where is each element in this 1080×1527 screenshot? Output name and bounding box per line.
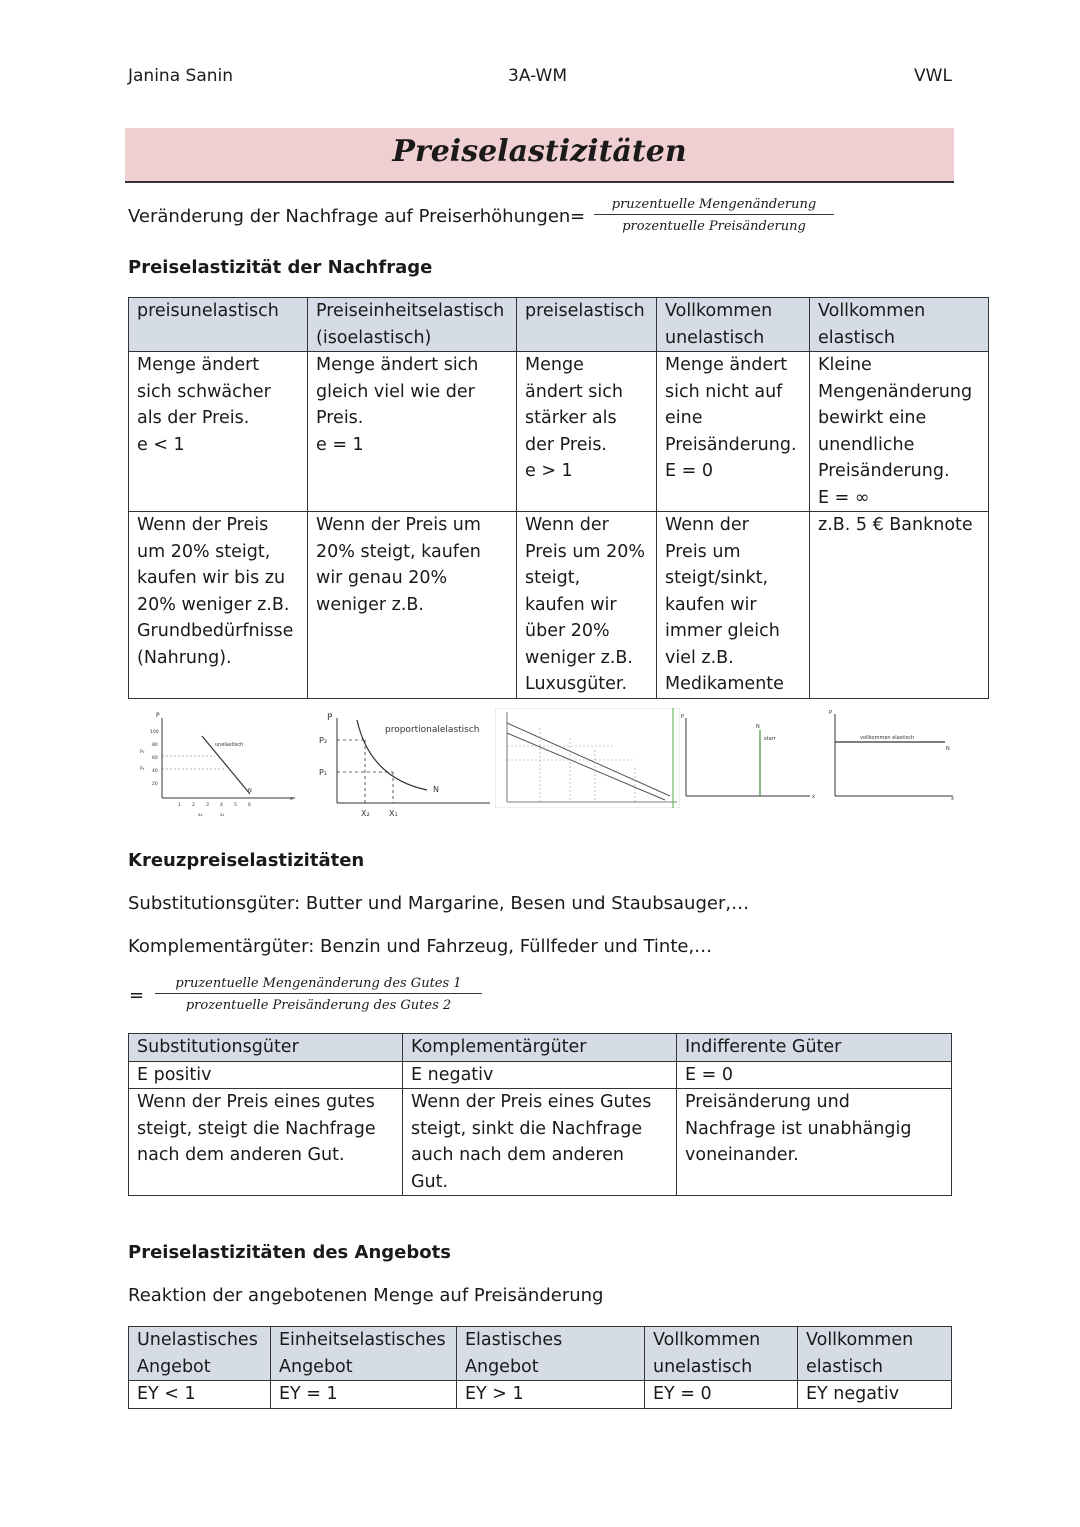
- header-cell: preiselastisch: [517, 298, 657, 352]
- graph-proportional-elastic: [315, 708, 495, 823]
- svg-text:N: N: [756, 724, 760, 730]
- table-row: [129, 352, 989, 512]
- table-cell: EY negativ: [798, 1381, 952, 1409]
- table-cell: Menge ändert sich stärker als der Preis. e > 1: [517, 352, 657, 512]
- table-row: [129, 512, 989, 699]
- header-cell: Vollkommen unelastisch: [657, 298, 810, 352]
- svg-text:P₁: P₁: [319, 768, 328, 777]
- svg-text:P: P: [681, 714, 685, 720]
- table-cell: Wenn der Preis um 20% steigt, kaufen wir über 20% weniger z.B. Luxusgüter.: [517, 512, 657, 699]
- table-row: [129, 1034, 952, 1062]
- header-class: 3A-WM: [508, 66, 567, 86]
- supply-subtitle: Reaktion der angebotenen Menge auf Preisänderung: [128, 1285, 604, 1306]
- table-row: [129, 1327, 952, 1381]
- header-subject: VWL: [914, 66, 952, 86]
- table-cell: Menge ändert sich schwächer als der Preis. e < 1: [129, 352, 308, 512]
- table-cell: Wenn der Preis um 20% steigt, kaufen wir bis zu 20% weniger z.B. Grundbedürfnisse (Nahrung).: [129, 512, 308, 699]
- table-cell: E positiv: [129, 1061, 403, 1089]
- table-cell: E = 0: [677, 1061, 952, 1089]
- table-cell: EY = 0: [645, 1381, 798, 1409]
- substitution-goods-text: Substitutionsgüter: Butter und Margarine, Besen und Staubsauger,…: [128, 893, 750, 914]
- graph-elastic: [495, 708, 680, 808]
- table-cell: Menge ändert sich gleich viel wie der Preis. e = 1: [308, 352, 517, 512]
- table-cell: EY < 1: [129, 1381, 271, 1409]
- svg-text:P₁: P₁: [140, 767, 145, 772]
- table-row: [129, 298, 989, 352]
- svg-text:x₂: x₂: [198, 813, 203, 818]
- table-row: [129, 1089, 952, 1196]
- section-heading-demand: Preiselastizität der Nachfrage: [128, 257, 433, 278]
- definition-fraction: [594, 197, 834, 234]
- svg-text:3: 3: [206, 803, 209, 808]
- svg-text:2: 2: [192, 803, 195, 808]
- table-cell: z.B. 5 € Banknote: [810, 512, 989, 699]
- title-band: [125, 128, 954, 183]
- definition-equals: =: [570, 206, 586, 227]
- table-cell: Preisänderung und Nachfrage ist unabhängig voneinander.: [677, 1089, 952, 1196]
- table-cell: E negativ: [403, 1061, 677, 1089]
- table-cell: Menge ändert sich nicht auf eine Preisänderung. E = 0: [657, 352, 810, 512]
- table-cell: Kleine Mengenänderung bewirkt eine unendliche Preisänderung. E = ∞: [810, 352, 989, 512]
- cross-numerator: pruzentuelle Mengenänderung des Gutes 1: [155, 976, 482, 994]
- svg-text:P: P: [327, 713, 333, 723]
- header-cell: Unelastisches Angebot: [129, 1327, 271, 1381]
- svg-text:4: 4: [220, 803, 223, 808]
- svg-text:x: x: [951, 796, 954, 802]
- graph-perfectly-inelastic: [680, 708, 820, 803]
- svg-text:5: 5: [234, 803, 237, 808]
- table-cell: Wenn der Preis um 20% steigt, kaufen wir genau 20% weniger z.B.: [308, 512, 517, 699]
- svg-text:80: 80: [152, 743, 158, 748]
- svg-text:x: x: [812, 794, 815, 800]
- svg-text:N: N: [433, 785, 439, 794]
- section-heading-supply: Preiselastizitäten des Angebots: [128, 1242, 451, 1263]
- svg-text:X₂: X₂: [361, 809, 370, 818]
- header-cell: preisunelastisch: [129, 298, 308, 352]
- svg-text:unelastisch: unelastisch: [215, 742, 244, 748]
- svg-text:X₁: X₁: [389, 809, 398, 818]
- definition-numerator: pruzentuelle Mengenänderung: [594, 197, 834, 215]
- svg-text:N: N: [248, 788, 252, 794]
- header-cell: Einheitselastisches Angebot: [271, 1327, 457, 1381]
- graph-perfectly-elastic: [825, 708, 960, 803]
- svg-text:60: 60: [152, 756, 158, 761]
- header-author: Janina Sanin: [128, 66, 234, 86]
- page-title: Preiselastizitäten: [392, 134, 687, 169]
- svg-text:1: 1: [178, 803, 181, 808]
- svg-text:P₂: P₂: [140, 750, 145, 755]
- header-cell: Komplementärgüter: [403, 1034, 677, 1062]
- svg-text:P₂: P₂: [319, 736, 328, 745]
- table-cell: EY = 1: [271, 1381, 457, 1409]
- table-cell: Wenn der Preis eines Gutes steigt, sinkt die Nachfrage auch nach dem anderen Gut.: [403, 1089, 677, 1196]
- definition-denominator: prozentuelle Preisänderung: [622, 219, 806, 234]
- svg-text:x₁: x₁: [220, 813, 225, 818]
- svg-text:vollkommen elastisch: vollkommen elastisch: [860, 735, 915, 741]
- header-cell: Elastisches Angebot: [457, 1327, 645, 1381]
- header-cell: Substitutionsgüter: [129, 1034, 403, 1062]
- svg-text:starr: starr: [764, 736, 776, 742]
- header-cell: Vollkommen unelastisch: [645, 1327, 798, 1381]
- svg-text:x: x: [290, 796, 293, 802]
- complement-goods-text: Komplementärgüter: Benzin und Fahrzeug, Füllfeder und Tinte,…: [128, 936, 713, 957]
- header-cell: Preiseinheitselastisch (isoelastisch): [308, 298, 517, 352]
- table-cell: EY > 1: [457, 1381, 645, 1409]
- svg-text:P: P: [829, 710, 833, 716]
- cross-fraction: [155, 976, 482, 1013]
- supply-elasticity-table: [128, 1326, 952, 1409]
- cross-denominator: prozentuelle Preisänderung des Gutes 2: [185, 998, 452, 1013]
- svg-text:20: 20: [152, 782, 158, 787]
- cross-elasticity-table: [128, 1033, 952, 1196]
- svg-text:6: 6: [248, 803, 251, 808]
- table-cell: Wenn der Preis um steigt/sinkt, kaufen wir immer gleich viel z.B. Medikamente: [657, 512, 810, 699]
- svg-text:40: 40: [152, 769, 158, 774]
- svg-text:proportionalelastisch: proportionalelastisch: [385, 725, 480, 735]
- svg-text:N: N: [946, 746, 950, 752]
- svg-text:P: P: [156, 712, 160, 719]
- header-cell: Vollkommen elastisch: [798, 1327, 952, 1381]
- svg-text:100: 100: [150, 730, 159, 735]
- section-heading-cross: Kreuzpreiselastizitäten: [128, 850, 365, 871]
- cross-equals: =: [129, 985, 145, 1006]
- table-row: [129, 1061, 952, 1089]
- table-cell: Wenn der Preis eines gutes steigt, steigt die Nachfrage nach dem anderen Gut.: [129, 1089, 403, 1196]
- header-cell: Indifferente Güter: [677, 1034, 952, 1062]
- graph-unelastic: [130, 708, 300, 823]
- demand-elasticity-table: [128, 297, 989, 699]
- header-cell: Vollkommen elastisch: [810, 298, 989, 352]
- table-row: [129, 1381, 952, 1409]
- definition-text: Veränderung der Nachfrage auf Preiserhöhungen: [128, 206, 571, 227]
